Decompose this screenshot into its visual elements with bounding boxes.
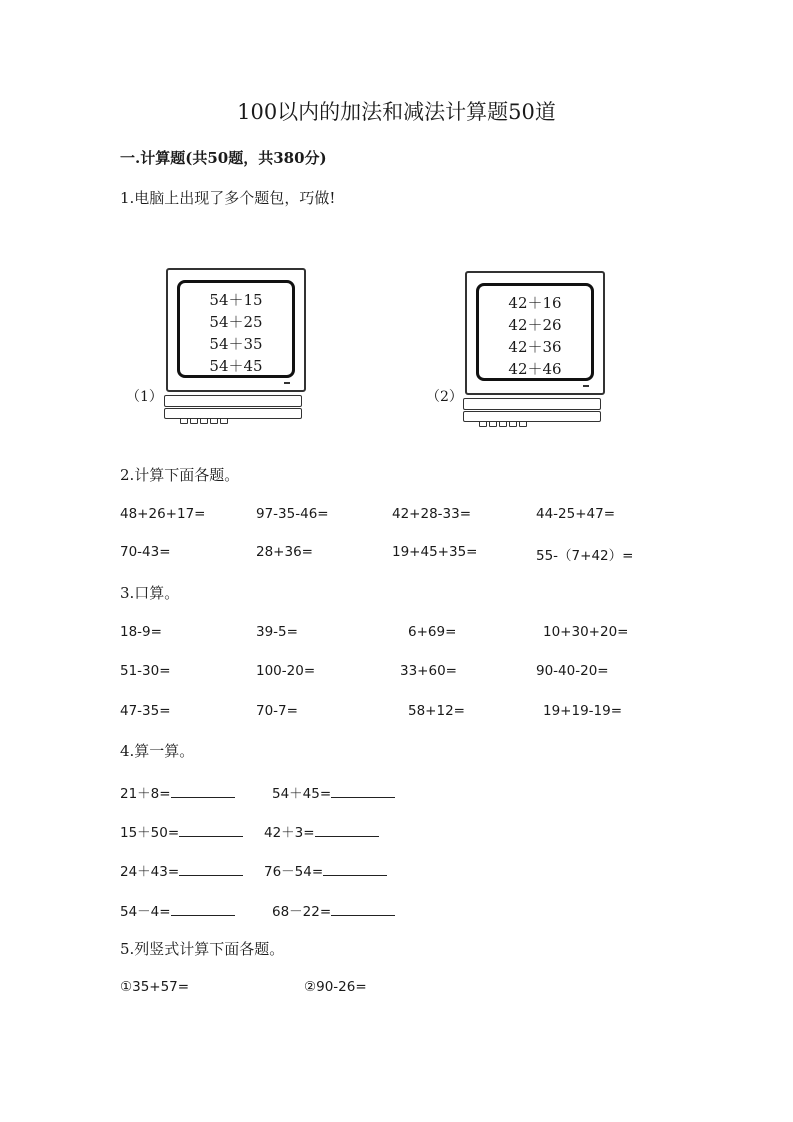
q4-row [0, 821, 793, 841]
q3-row [0, 663, 793, 683]
problem: 39-5= [256, 624, 298, 640]
q4-row [0, 860, 793, 880]
monitor-1 [166, 268, 308, 426]
q5-row [0, 979, 793, 999]
monitor-2-line: 42＋26 [508, 316, 562, 334]
q4-row [0, 900, 793, 920]
problem: 28+36= [256, 544, 313, 560]
problem: ①35+57= [120, 979, 190, 995]
monitor-1-line: 54＋25 [209, 313, 263, 331]
answer-blank[interactable] [315, 822, 379, 837]
problem: 10+30+20= [543, 624, 629, 640]
monitor-screen [177, 280, 295, 378]
problem: 6+69= [408, 624, 457, 640]
problem: 51-30= [120, 663, 171, 679]
monitor-frame [166, 268, 306, 392]
problem: 18-9= [120, 624, 162, 640]
problem: 70-43= [120, 544, 171, 560]
monitor-buttons-icon [479, 412, 529, 431]
fill-problem [120, 821, 243, 841]
problem-text: 21＋8= [120, 786, 171, 802]
answer-blank[interactable] [331, 783, 395, 798]
q2-row [0, 544, 793, 564]
answer-blank[interactable] [323, 861, 387, 876]
problem: 44-25+47= [536, 506, 616, 522]
problem-text: 68－22= [272, 904, 332, 920]
answer-blank[interactable] [331, 901, 395, 916]
fill-problem [120, 860, 243, 880]
answer-blank[interactable] [179, 822, 243, 837]
monitor-2-line: 42＋46 [508, 360, 562, 378]
problem-text: 24＋43= [120, 864, 180, 880]
monitor-1-line: 54＋45 [209, 357, 263, 375]
fill-problem [120, 782, 235, 802]
monitor-base [463, 398, 601, 410]
fill-problem [264, 821, 379, 841]
section-heading: 一.计算题(共50题，共380分) [120, 149, 327, 167]
problem: 33+60= [400, 663, 457, 679]
problem: 47-35= [120, 703, 171, 719]
q4-row [0, 782, 793, 802]
problem: 58+12= [408, 703, 465, 719]
monitor-2 [465, 271, 607, 429]
q3-row [0, 703, 793, 723]
question-4-heading: 4.算一算。 [120, 742, 195, 760]
problem: 90-40-20= [536, 663, 609, 679]
page-title: 100以内的加法和减法计算题50道 [237, 100, 556, 124]
fill-problem [272, 782, 395, 802]
fill-problem [120, 900, 235, 920]
problem: 97-35-46= [256, 506, 329, 522]
problem-text: 42＋3= [264, 825, 315, 841]
problem: 55-（7+42）= [536, 548, 634, 564]
answer-blank[interactable] [171, 783, 235, 798]
problem-text: 76－54= [264, 864, 324, 880]
problem: 19+19-19= [543, 703, 623, 719]
monitor-1-label: （1） [126, 389, 163, 405]
monitor-1-line: 54＋35 [209, 335, 263, 353]
q2-row [0, 506, 793, 526]
question-1-heading: 1.电脑上出现了多个题包，巧做! [120, 189, 336, 207]
problem: 48+26+17= [120, 506, 206, 522]
question-3-heading: 3.口算。 [120, 584, 180, 602]
answer-blank[interactable] [179, 861, 243, 876]
answer-blank[interactable] [171, 901, 235, 916]
monitor-screen [476, 283, 594, 381]
power-led-icon [284, 382, 290, 384]
problem: 42+28-33= [392, 506, 472, 522]
monitor-2-label: （2） [426, 389, 463, 405]
problem: 70-7= [256, 703, 298, 719]
monitor-2-line: 42＋36 [508, 338, 562, 356]
problem: 100-20= [256, 663, 316, 679]
fill-problem [264, 860, 387, 880]
fill-problem [272, 900, 395, 920]
power-led-icon [583, 385, 589, 387]
problem-text: 15＋50= [120, 825, 180, 841]
problem: ②90-26= [304, 979, 367, 995]
monitor-buttons-icon [180, 409, 230, 428]
monitor-1-line: 54＋15 [209, 291, 263, 309]
question-2-heading: 2.计算下面各题。 [120, 466, 240, 484]
monitor-base [164, 395, 302, 407]
problem-text: 54－4= [120, 904, 171, 920]
problem-text: 54＋45= [272, 786, 332, 802]
monitor-frame [465, 271, 605, 395]
q3-row [0, 624, 793, 644]
problem: 19+45+35= [392, 544, 478, 560]
question-5-heading: 5.列竖式计算下面各题。 [120, 940, 285, 958]
monitor-2-line: 42＋16 [508, 294, 562, 312]
